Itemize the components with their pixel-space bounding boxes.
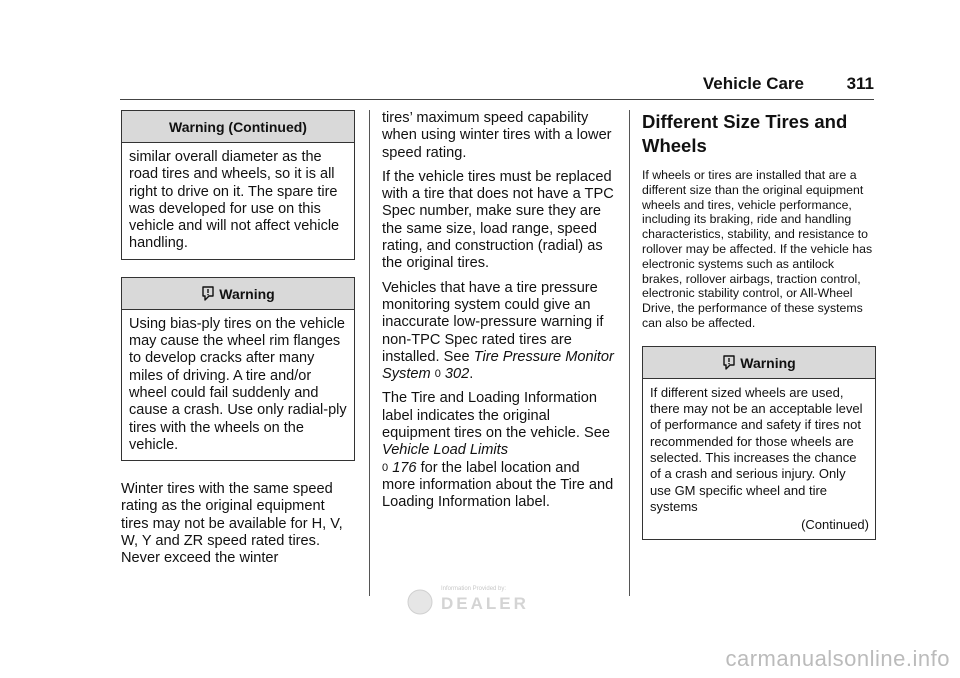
warning-heading: Warning [740,354,796,371]
page-ref-icon: 0 [434,368,441,381]
dealer-logo [405,582,550,616]
warning-box-different-size [642,346,876,541]
column-middle [382,110,616,519]
section-heading: Different Size Tires and Wheels [642,111,848,156]
header-divider [120,99,874,100]
column-divider [369,110,370,596]
warning-box-bias-ply [121,277,355,461]
warning-continued-box [121,110,355,260]
link-vehicle-load-limits[interactable]: Vehicle Load Limits [382,442,509,459]
warning-continued-text: similar overall diameter as the road tires and wheels, so it is all right to drive on it. The spare tire was developed for use on this vehicle and will not affect vehicle handling. [129,149,340,252]
page-ref-176[interactable]: 176 [392,459,417,476]
watermark-brand: DEALER [441,594,529,613]
watermark-caption: Information Provided by: [441,586,507,592]
warning-continued-heading: Warning (Continued) [122,111,354,143]
paragraph-tpms: Vehicles that have a tire pressure monitoring system could give an inaccurate low-pressure warning if non-TPC Spec rated tires are installed. See Tire Pressure Monitor System 0 302. [382,279,614,383]
column-divider [629,110,630,596]
page-ref-302[interactable]: 302 [444,366,470,383]
site-watermark: carmanualsonline.info [725,646,950,671]
column-right [642,110,876,540]
different-size-paragraph: If wheels or tires are installed that are a different size than the original equipment wheels and tires, vehicle performance, including its braking, ride and handling characteristics, stability, and resistance to rollover may be affected. If the vehicle has electronic systems such as antilock brakes, rollover airbags, traction control, electronic stability control, or All-Wheel Drive, the performance of these systems can also be affected. [642,168,873,330]
page-ref-icon: 0 [382,461,389,474]
link-tire-pressure-monitor[interactable]: Tire Pressure Monitor System [382,348,614,383]
section-title: Vehicle Care [702,74,804,93]
paragraph-loading-label: The Tire and Loading Information label indicates the original equipment tires on the vehicle. See Vehicle Load Limits 0 176 for the label location and more information about the Tire and Loading Information label. [382,390,614,511]
page-header [120,74,874,98]
dealer-watermark [405,582,550,616]
warning-heading: Warning [219,285,275,302]
paragraph-tpc-spec: If the vehicle tires must be replaced with a tire that does not have a TPC Spec number, make sure they are the same size, load range, speed rating, and construction (radial) as the original tires. [382,168,614,272]
paragraph-winter-continued: tires’ maximum speed capability when using winter tires with a lower speed rating. [382,110,612,161]
continued-label: (Continued) [801,517,869,533]
warning-different-size-text: If different sized wheels are used, there may not be an acceptable level of performance and safety if tires not recommended for those wheels are selected. This increases the chance of a crash and serious injury. Only use GM specific wheel and tire systems [650,384,863,514]
winter-tires-paragraph: Winter tires with the same speed rating as the original equipment tires may not be available for H, V, W, Y and ZR speed rated tires. Never exceed the winter [121,481,343,567]
column-left [121,110,355,575]
warning-icon [722,355,736,370]
warning-bias-ply-text: Using bias-ply tires on the vehicle may cause the wheel rim flanges to develop cracks after many miles of driving. A tire and/or wheel could fail suddenly and cause a crash. Use only radial-ply tires with the wheels on the vehicle. [129,315,347,453]
page-number: 311 [846,74,874,93]
warning-icon [201,286,215,301]
